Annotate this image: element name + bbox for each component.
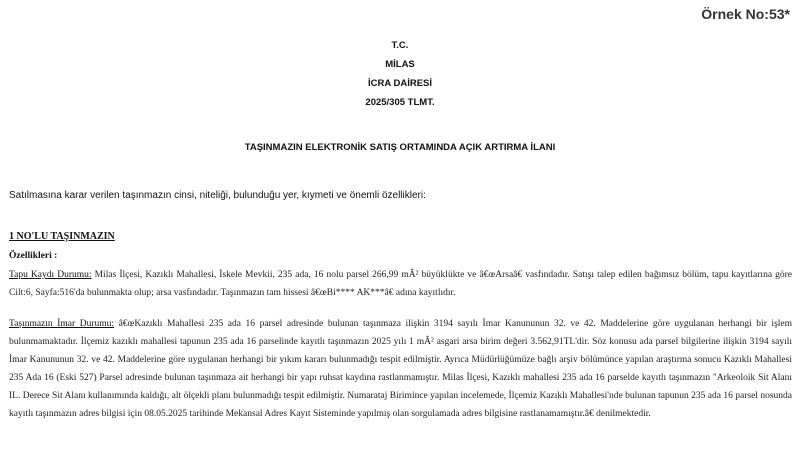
tapu-text: Milas İlçesi, Kazıklı Mahallesi, İskele Mevkii, 235 ada, 16 nolu parsel 266,99 mÂ² büyüklükte ve â€œArsaâ€ vasfındadır. Satışı talep edilen bağımsız bölüm, tapu kayıtlarına göre Cilt:6, Sayfa:516'da bulunmakta olup; arsa vasfındadır. Taşınmazın tam hissesi â€œBi**** AK***â€ adına kayıtlıdır.: [9, 270, 792, 298]
tapu-paragraph: [9, 266, 792, 302]
sample-number: Örnek No:53*: [701, 6, 790, 22]
header-line-file-no: 2025/305 TLMT.: [365, 97, 435, 108]
header-line-city: MİLAS: [385, 59, 415, 70]
section-heading: 1 NO'LU TAŞINMAZIN: [9, 231, 115, 242]
imar-text: â€œKazıklı Mahallesi 235 ada 16 parsel adresinde bulunan taşınmaza ilişkin 3194 sayılı İmar Kanununun 32. ve 42. Maddelerine göre uygulanan herhangi bir işlem bulunmamaktadır. İlçemiz kazıklı mahallesi tapunun 235 ada 16 parselinde kayıtlı taşınmazın 2025 yılı 1 mÂ² asgari arsa birim değeri 3.562,91TL'dir. Söz konusu ada parsel bilgilerine ilişkin 3194 sayılı İmar Kanununun 32. ve 42. Maddelerine göre uygulanan herhangi bir yıkım kararı bulunmadığı tespit edilmiştir. Ayrıca Müdürlüğümüze bağlı arşiv bölümünce yapılan araştırma sonucu Kazıklı Mahallesi 235 Ada 16 (Eski 527) Parsel adresinde bulunan taşınmaza ait herhangi bir yapı ruhsat kaydına rastlanmamıştır. Milas İlçesi, Kazıklı mahallesi 235 ada 16 parselde kayıtlı taşınmazın "Arkeoloik Sit Alanı IL. Derece Sit Alanı kullanımında kaldığı, alt ölçekli planı bulunmadığı tespit edilmiştir. Numarataj Birimince yapılan incelemede, İlçemiz Kazıklı Mahallesi'nde bulunan tapunun 235 ada 16 parsel nosunda kayıtlı taşınmazın adres bilgisi için 08.05.2025 tarihinde Mekansal Adres Kayıt Sisteminde yapılmış olan sorgulamada adres bilgisine rastlanamamıştır.â€ denilmektedir.: [9, 319, 793, 419]
document-title: TAŞINMAZIN ELEKTRONİK SATIŞ ORTAMINDA AÇIK ARTIRMA İLANI: [244, 142, 556, 153]
imar-paragraph: [9, 315, 792, 423]
imar-label: Taşınmazın İmar Durumu:: [9, 319, 115, 329]
header-line-office: İCRA DAİRESİ: [367, 78, 433, 89]
tapu-label: Tapu Kaydı Durumu:: [9, 270, 92, 280]
intro-text: Satılmasına karar verilen taşınmazın cinsi, niteliği, bulunduğu yer, kıymeti ve önemli özellikleri:: [9, 190, 426, 201]
document-header: [0, 36, 800, 112]
header-line-tc: T.C.: [391, 40, 409, 51]
features-label: Özellikleri :: [9, 251, 58, 261]
